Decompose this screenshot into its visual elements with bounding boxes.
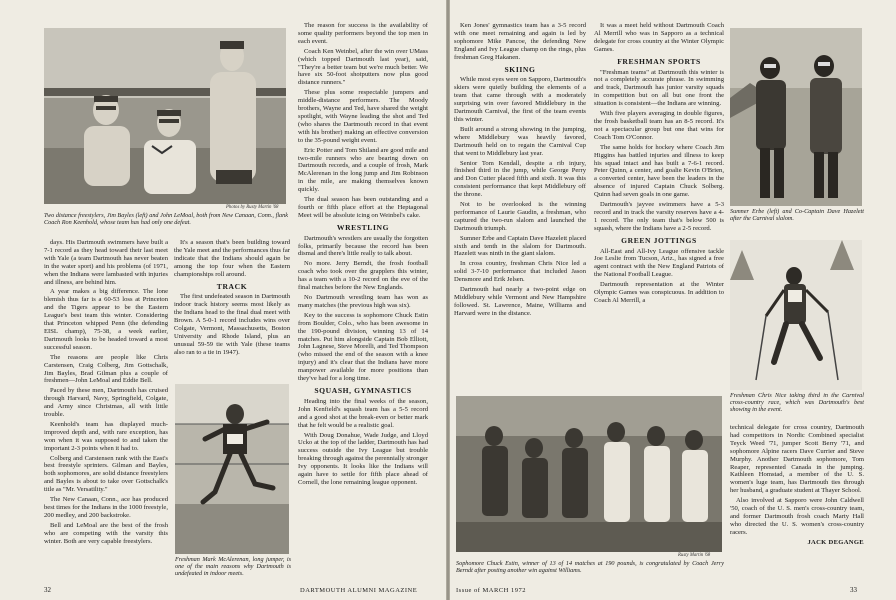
- skiers-photo: [730, 28, 862, 206]
- left-column-2: [174, 239, 290, 389]
- wrestling-heading: WRESTLING: [336, 222, 390, 232]
- right-page: [450, 0, 896, 600]
- paragraph: It's a season that's been building toward the Yale meet and the performances thus far indicate that the Indians should again be among the top four when the Eastern championships roll around.: [174, 239, 290, 278]
- right-column-2: [594, 22, 724, 396]
- paragraph: A year makes a big difference. The lone blemish thus far is a 60-53 loss at Princeton and the Tigers appear to be the Eastern League's best team this winter. Considering that Princeton whipped Penn (the defending EISL champ), 75-38, a week earlier, Dartmouth looks to be headed toward a most successful season.: [44, 288, 168, 351]
- paragraph: Coach Ken Weinbel, after the win over UMass (which topped Dartmouth last year), said, "They're a better team but we're much better. We have six 50-foot shotputters now plus good distance runners.": [298, 47, 428, 87]
- squash-heading: SQUASH, GYMNASTICS: [314, 385, 412, 395]
- paragraph: Heading into the final weeks of the season, John Kenfield's squash team has a 5-5 record and a good shot at the break-even or better mark that he felt would be a realistic goal.: [298, 397, 428, 429]
- paragraph: The reason for success is the availability of some quality performers beyond the top men in each event.: [298, 22, 428, 45]
- page-number: 33: [850, 586, 857, 594]
- paragraph: days. His Dartmouth swimmers have built a 7-1 record as they head toward their last meet with Yale (a team Dartmouth has never beaten in the water sport) and his problems (of 1971, when the Indians were lambasted with injuries and illness, are behind him.: [44, 239, 168, 286]
- paragraph: No Dartmouth wrestling team has won as many matches (the previous high was six).: [298, 294, 428, 309]
- paragraph: In cross country, freshman Chris Nice led a solid 3-7-10 performance that included Jason Densmore and Erik Jelsen.: [454, 260, 586, 284]
- long-jumper-photo: [175, 384, 289, 554]
- paragraph: Key to the success is sophomore Chuck Estin from Boulder, Colo., who has been awesome in the 190-pound division, winning 13 of 14 matches. Put him alongside Captain Bob Elliott, John Lagnese, Steve Morelli, and Ted Thompson (who missed the end of the season with a knee injury) and it's clear that the Indians have more manpower available for more positions than they've had for a long time.: [298, 311, 428, 383]
- paragraph: Dartmouth's jayvee swimmers have a 5-3 record and in track the varsity reserves have a 4-1 record. The only team that's below 500 is squash, where the Indians have a 2-5 record.: [594, 201, 724, 232]
- byline: JACK DEGANGE: [807, 538, 864, 546]
- freshman-heading: FRESHMAN SPORTS: [617, 56, 701, 66]
- paragraph: Also involved at Sapporo were John Caldwell '50, coach of the U. S. men's cross-country team, and former Dartmouth frosh coach Marty Hall who directed the U. S. women's cross-country racers.: [730, 497, 864, 536]
- paragraph: Eric Potter and Tom Shiland are good mile and two-mile runners who are bearing down on Dartmouth records, and a couple of frosh, Mark McAlerenan in the long jump and Jim Robinson in the mile, are making themselves known quickly.: [298, 146, 428, 194]
- paragraph: Sumner Erbe and Captain Dave Hazelett placed sixth and tenth in the slalom for Dartmouth. Hazelett was ninth in the giant slalom.: [454, 234, 586, 258]
- paragraph: The New Canaan, Conn., ace has produced best times for the Indians in the 1000 freestyle, 200 medley, and 200 backstroke.: [44, 496, 168, 519]
- paragraph: With five players averaging in double figures, the frosh basketball team has an 8-5 record. It's not a spectacular group but one that wins for Coach Tom O'Connor.: [594, 110, 724, 141]
- long-jumper-caption: Freshman Mark McAlerenan, long jumper, is one of the main reasons why Dartmouth is undefeated in indoor meets.: [175, 556, 291, 578]
- paragraph: "Freshman teams" at Dartmouth this winter is not a completely accurate phrase. In swimming and track, Dartmouth has junior varsity squads in competition but on all but one front the situation is consistent—the Indians are winning.: [594, 68, 724, 108]
- paragraph: Keenhold's team has displayed much-improved depth and, with rare exception, has won when it was supposed to and taken the important 2-3 points when it had to.: [44, 420, 168, 452]
- skiing-heading: SKIING: [504, 64, 536, 74]
- paragraph: The first undefeated season in Dartmouth indoor track history seems most likely as the Indians head to the final dual meet with Brown. A 5-0-1 record includes wins over Colgate, Vermont, Massachusetts, Boston University and Rhode Island, plus an unusual 59-59 tie with Yale (these teams also ran to a tie in 1947).: [174, 293, 290, 356]
- magazine-title: DARTMOUTH ALUMNI MAGAZINE: [300, 587, 418, 594]
- cross-country-photo: [730, 240, 862, 390]
- paragraph: No more. Jerry Berndt, the frosh football coach who took over the grapplers this winter, has a team with a 10-2 record on the eve of the final matches before the New Englands.: [298, 260, 428, 292]
- cross-country-caption: Freshman Chris Nice taking third in the Carnival cross-country race, which was Dartmouth's best showing in the event.: [730, 392, 864, 414]
- left-column-1: [44, 239, 168, 576]
- paragraph: Dartmouth had nearly a two-point edge on Middlebury while Vermont and New Hampshire followed. St. Lawrence, Maine, Williams and Harvard were in the distance.: [454, 286, 586, 317]
- paragraph: The same holds for hockey where Coach Jim Higgins has battled injuries and illness to keep his squad intact and has built a 7-6-1 record. Peter Quinn, a center, and goalie Kevin O'Brien, a converted center, have been the leaders in the absence of injured Captain Chuck Solberg. Quinn had seven goals in one game.: [594, 143, 724, 199]
- paragraph: Built around a strong showing in the jumping, where Middlebury was heavily favored, Dartmouth held on to regain the Carnival Cup that went to Middlebury last year.: [454, 125, 586, 157]
- page-number: 32: [44, 586, 51, 594]
- paragraph: Dartmouth representation at the Winter Olympic Games was conspicuous. In addition to Coach Al Merrill, a: [594, 281, 724, 304]
- wrestling-photo-credit: Rusty Martin '68: [678, 553, 711, 558]
- photo-credit: Photos by Rusty Martin '68: [226, 205, 279, 210]
- wrestling-caption: Sophomore Chuck Estin, winner of 13 of 14 matches at 190 pounds, is congratulated by Coach Jerry Berndt after posting another win against Williams.: [456, 560, 724, 575]
- green-jottings-heading: GREEN JOTTINGS: [621, 235, 697, 245]
- paragraph: The reasons are people like Chris Carstensen, Craig Colberg, Jim Gottschalk, Jim Bayles, Brad Gilman plus a couple of freshmen—John LeMoal and Eddie Bell.: [44, 353, 168, 385]
- track-heading: TRACK: [216, 281, 248, 291]
- left-page: [0, 0, 446, 600]
- wrestling-photo: [456, 396, 722, 552]
- right-column-3: [730, 424, 864, 576]
- swimmers-photo: [44, 28, 286, 204]
- paragraph: While most eyes were on Sapporo, Dartmouth's skiers were quietly building the elements of a team that came through with a moderately surprising win over favored Middlebury in the Dartmouth Carnival, the first of the team events this winter.: [454, 76, 586, 123]
- paragraph: Senior Tom Kendall, despite a rib injury, finished third in the jump, while George Perry and Don Cutter placed fifth and sixth. It was this consistent performance that kept Middlebury off the throne.: [454, 159, 586, 199]
- paragraph: Dartmouth's wrestlers are usually the forgotten folks, primarily because the record has been dismal and there's little really to talk about.: [298, 234, 428, 258]
- paragraph: Ken Jones' gymnastics team has a 3-5 record with one meet remaining and again is led by sophomore Mike Pancoe, the defending New England and Ivy League champ on the rings, plus freshman Greg Hakanen.: [454, 22, 586, 61]
- paragraph: These plus some respectable jumpers and middle-distance performers. The Moody brothers, Wayne and Ted, have shared the weight spotlight, with Wayne leading the shot and Ted (who shares the Dartmouth record in that event with his brother) making an effective conversion to the 35-pound weight event.: [298, 89, 428, 144]
- paragraph: technical delegate for cross country, Dartmouth had competitors in Nordic Combined specialist Teyck Weed '71, jumper Scott Berry '71, and sophomore Alpine racers Dave Currier and Steve Murphy. Another Dartmouth sophomore, Tom Reaper, represented Canada in the jumping. Kathleen Homstad, a member of the U. S. women's luge team, has Dartmouth ties through her husband, a graduate student at Thayer School.: [730, 424, 864, 495]
- paragraph: Not to be overlooked is the winning performance of Laurie Gaudin, a freshman, who captured the two-run slalom and launched the Dartmouth triumph.: [454, 201, 586, 232]
- left-column-3: [298, 22, 428, 570]
- paragraph: Colberg and Carstensen rank with the East's best freestyle sprinters. Gilman and Bayles, both sophomores, are solid distance freestylers and Bayles is about to take over Gottschalk's title as "Mr. Versatility.": [44, 454, 168, 494]
- paragraph: With Doug Donahue, Wade Judge, and Lloyd Ucko at the top of the ladder, Dartmouth has had success outside the Ivy League but trouble breaking through against the perennially stronger Ivy opponents. It looks like the Indians will again have to settle for fifth place ahead of Cornell, the lone remaining league opponent.: [298, 431, 428, 486]
- swimmers-caption: Two distance freestylers, Jim Bayles (left) and John LeMoal, both from New Canaan, Conn., flank Coach Ron Keenhold, whose team has had only one defeat.: [44, 212, 288, 227]
- paragraph: It was a meet held without Dartmouth Coach Al Merrill who was in Sapporo as a technical delegate for cross country at the Winter Olympic Games.: [594, 22, 724, 53]
- paragraph: Bell and LeMoal are the best of the frosh who are competing with the varsity this winter. Both are very capable freestylers.: [44, 521, 168, 545]
- skiers-caption: Sumner Erbe (left) and Co-Captain Dave Hazelett after the Carnival slalom.: [730, 208, 864, 223]
- right-column-1: [454, 22, 586, 396]
- paragraph: Paced by these men, Dartmouth has cruised through Harvard, Navy, Springfield, Colgate, and Army since Christmas, all with little trouble.: [44, 387, 168, 419]
- paragraph: All-East and All-Ivy League offensive tackle Joe Leslie from Tucson, Ariz., has signed a free agent contract with the New England Patriots of the National Football League.: [594, 247, 724, 279]
- issue-date: Issue of MARCH 1972: [456, 587, 526, 594]
- paragraph: The dual season has been outstanding and a fourth or fifth place effort at the Heptagonal Meet will be absolute icing on Weinbel's cake.: [298, 196, 428, 219]
